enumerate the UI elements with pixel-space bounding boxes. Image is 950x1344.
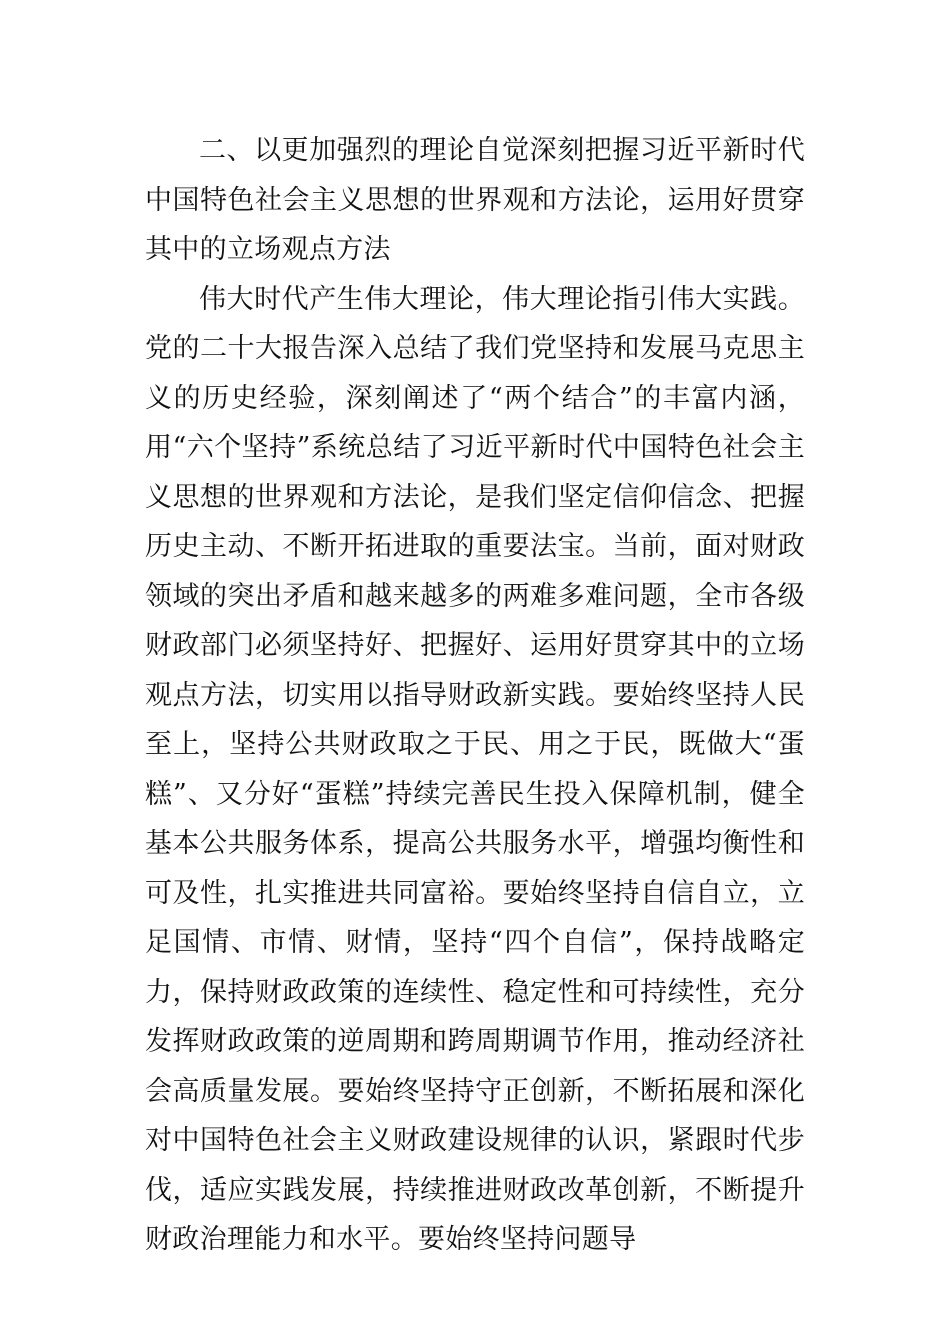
body-paragraph: 伟大时代产生伟大理论，伟大理论指引伟大实践。党的二十大报告深入总结了我们党坚持和发展马克思主义的历史经验，深刻阐述了“两个结合”的丰富内涵，用“六个坚持”系统总结了习近平新时代中国特色社会主义思想的世界观和方法论，是我们坚定信仰信念、把握历史主动、不断开拓进取的重要法宝。当前，面对财政领域的突出矛盾和越来越多的两难多难问题，全市各级财政部门必须坚持好、把握好、运用好贯穿其中的立场观点方法，切实用以指导财政新实践。要始终坚持人民至上，坚持公共财政取之于民、用之于民，既做大“蛋糕”、又分好“蛋糕”持续完善民生投入保障机制，健全基本公共服务体系，提高公共服务水平，增强均衡性和可及性，扎实推进共同富裕。要始终坚持自信自立，立足国情、市情、财情，坚持“四个自信”，保持战略定力，保持财政政策的连续性、稳定性和可持续性，充分发挥财政政策的逆周期和跨周期调节作用，推动经济社会高质量发展。要始终坚持守正创新，不断拓展和深化对中国特色社会主义财政建设规律的认识，紧跟时代步伐，适应实践发展，持续推进财政改革创新，不断提升财政治理能力和水平。要始终坚持问题导	[145, 283, 805, 1255]
document-body	[145, 126, 805, 1265]
section-heading: 二、以更加强烈的理论自觉深刻把握习近平新时代中国特色社会主义思想的世界观和方法论，运用好贯穿其中的立场观点方法	[145, 135, 805, 265]
